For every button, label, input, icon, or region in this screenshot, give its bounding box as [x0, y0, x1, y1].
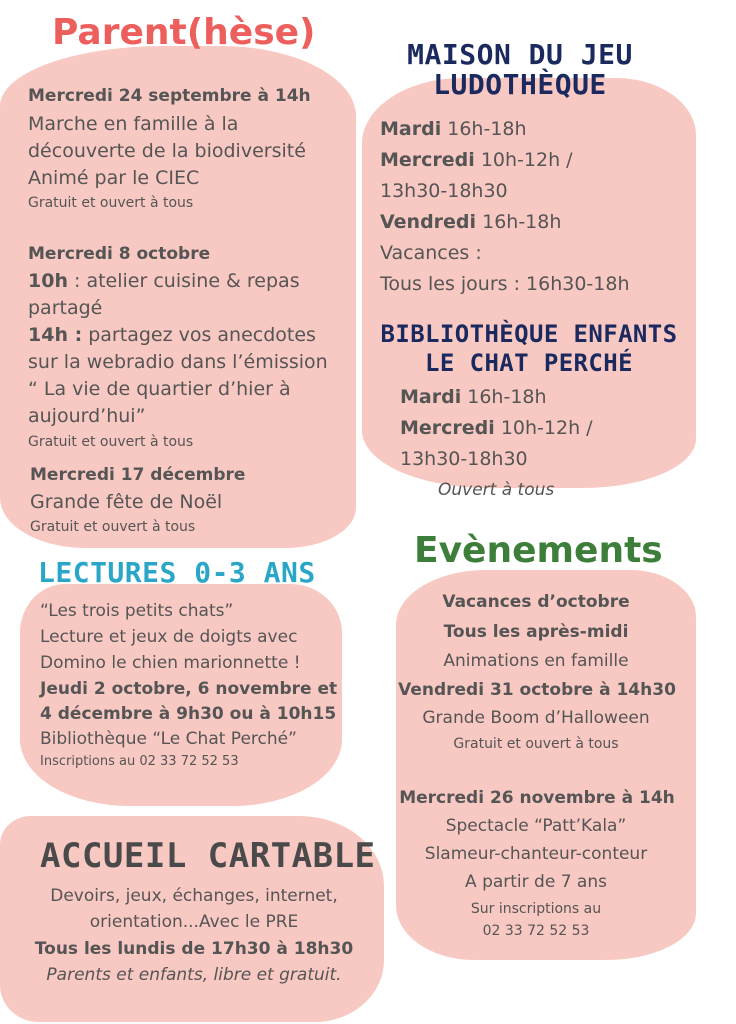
- events-e2-text: Grande Boom d’Halloween: [422, 708, 650, 728]
- parentese-event3-date: Mercredi 17 décembre: [30, 465, 246, 485]
- biblio-row-1-hours: 10h-12h /: [494, 417, 593, 439]
- events-e3-note1: Sur inscriptions au: [470, 901, 602, 917]
- lectures-dates1: Jeudi 2 octobre, 6 novembre et: [40, 679, 338, 699]
- parentese-event2-line5: aujourd’hui”: [28, 405, 146, 427]
- biblio-row-1-day: Mercredi: [400, 417, 495, 439]
- events-e3-line3: A partir de 7 ans: [465, 872, 607, 892]
- events-e3-line1: Spectacle “Patt’Kala”: [445, 816, 627, 836]
- parentese-title: Parent(hèse): [52, 12, 316, 53]
- biblio-note: Ouvert à tous: [438, 480, 555, 500]
- lectures-dates2: 4 décembre à 9h30 ou à 10h15: [40, 704, 337, 724]
- parentese-event2-time2-line: [28, 324, 316, 346]
- parentese-event2-note: Gratuit et ouvert à tous: [28, 434, 194, 450]
- parentese-event3-note: Gratuit et ouvert à tous: [30, 519, 196, 535]
- parentese-event3-line1: Grande fête de Noël: [30, 491, 223, 513]
- accueil-line2: orientation...Avec le PRE: [89, 912, 299, 932]
- maison-row-0-hours: 16h-18h: [441, 118, 527, 140]
- parentese-event2-line4: “ La vie de quartier d’hier à: [28, 378, 291, 400]
- maison-row-0-day: Mardi: [380, 118, 442, 140]
- events-e2-date: Vendredi 31 octobre à 14h30: [398, 680, 676, 700]
- events-e2-note: Gratuit et ouvert à tous: [453, 736, 619, 752]
- maison-row-4: Vacances :: [380, 242, 482, 264]
- accueil-line3: Tous les lundis de 17h30 à 18h30: [34, 939, 354, 959]
- maison-row-3-day: Vendredi: [380, 211, 477, 233]
- biblio-row-0: [400, 386, 547, 408]
- biblio-row-0-day: Mardi: [400, 386, 462, 408]
- lectures-place: Bibliothèque “Le Chat Perché”: [40, 729, 297, 749]
- parentese-event2-time1-text: : atelier cuisine & repas: [67, 270, 300, 292]
- events-e1-title: Vacances d’octobre: [442, 592, 630, 612]
- accueil-line4: Parents et enfants, libre et gratuit.: [46, 965, 342, 985]
- parentese-event2-time2-text: partagez vos anecdotes: [82, 324, 316, 346]
- parentese-event1-note: Gratuit et ouvert à tous: [28, 195, 194, 211]
- events-e3-note2: 02 33 72 52 53: [482, 923, 590, 939]
- parentese-event2-date: Mercredi 8 octobre: [28, 244, 211, 264]
- maison-row-1: [380, 149, 573, 171]
- events-e3-date: Mercredi 26 novembre à 14h: [399, 788, 675, 808]
- parentese-event1-line1: Marche en famille à la: [28, 113, 239, 135]
- maison-row-2: 13h30-18h30: [380, 180, 508, 202]
- maison-row-3-hours: 16h-18h: [476, 211, 562, 233]
- bibliotheque-title: BIBLIOTHÈQUE ENFANTS LE CHAT PERCHÉ: [380, 320, 678, 377]
- biblio-row-0-hours: 16h-18h: [461, 386, 547, 408]
- lectures-line1: “Les trois petits chats”: [40, 601, 234, 621]
- biblio-row-1: [400, 417, 593, 439]
- parentese-event2-time1: 10h: [28, 270, 68, 292]
- accueil-line1: Devoirs, jeux, échanges, internet,: [50, 886, 338, 906]
- maison-row-1-day: Mercredi: [380, 149, 475, 171]
- parentese-event1-date: Mercredi 24 septembre à 14h: [28, 86, 311, 106]
- parentese-event2-line3: sur la webradio dans l’émission: [28, 351, 328, 373]
- maison-row-1-hours: 10h-12h /: [474, 149, 573, 171]
- lectures-line3: Domino le chien marionnette !: [40, 653, 301, 673]
- parentese-event2-time1-text2: partagé: [28, 297, 103, 319]
- parentese-event2-time2: 14h :: [28, 324, 83, 346]
- maison-row-5: Tous les jours : 16h30-18h: [380, 273, 630, 295]
- events-e1-sub: Tous les après-midi: [443, 622, 629, 642]
- accueil-title: ACCUEIL CARTABLE: [40, 836, 376, 876]
- maison-row-3: [380, 211, 561, 233]
- parentese-event1-line3: Animé par le CIEC: [28, 167, 200, 189]
- events-e3-line2: Slameur-chanteur-conteur: [424, 844, 648, 864]
- lectures-title: LECTURES 0-3 ANS: [38, 556, 316, 589]
- lectures-note: Inscriptions au 02 33 72 52 53: [40, 754, 239, 769]
- maison-title: MAISON DU JEU LUDOTHÈQUE: [407, 38, 633, 101]
- parentese-event1-line2: découverte de la biodiversité: [28, 140, 306, 162]
- evenements-title: Evènements: [414, 530, 663, 571]
- parentese-event2-time1-line: [28, 270, 300, 292]
- biblio-row-2: 13h30-18h30: [400, 448, 528, 470]
- events-e1-text: Animations en famille: [443, 651, 629, 671]
- lectures-line2: Lecture et jeux de doigts avec: [40, 627, 298, 647]
- maison-row-0: [380, 118, 527, 140]
